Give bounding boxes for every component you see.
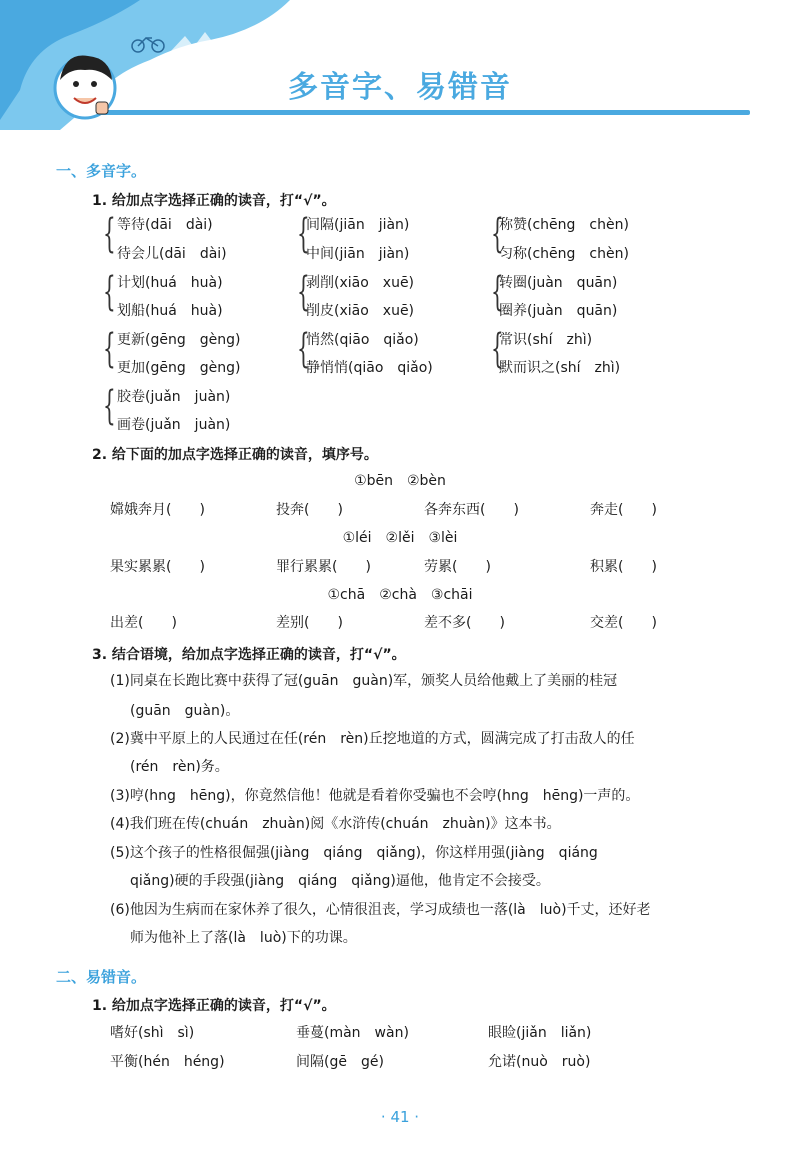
sentence-line: (4)我们班在传(chuán zhuàn)阅《水浒传(chuán zhuàn)》这本书。: [110, 816, 561, 832]
word-item: 剥削(xiāo xuē): [306, 275, 415, 291]
word-item: 圈养(juàn quān): [499, 303, 618, 319]
brace: {: [491, 326, 504, 372]
fill-item: 出差( ): [110, 615, 177, 631]
word-item: 间隔(gē gé): [296, 1054, 384, 1070]
section-heading-error-prone: 二、易错音。: [56, 968, 147, 986]
word-item: 嗜好(shì sì): [110, 1025, 195, 1041]
sentence-line: (6)他因为生病而在家休养了很久，心情很沮丧，学习成绩也一落(là luò)千丈，还好老: [110, 902, 651, 918]
sentence-line: (1)同桌在长跑比赛中获得了冠(guān guàn)军，颁奖人员给他戴上了美丽的桂冠: [110, 673, 618, 689]
fill-item: 罪行累累( ): [276, 559, 371, 575]
word-item: 常识(shí zhì): [499, 332, 593, 348]
sentence-line: (guān guàn)。: [130, 703, 240, 719]
word-item: 默而识之(shí zhì): [499, 360, 621, 376]
section2-question-1-prompt: 1. 给加点字选择正确的读音，打“√”。: [92, 998, 336, 1014]
fill-item: 投奔( ): [276, 502, 343, 518]
sentence-line: (3)哼(hng hēng)，你竟然信他！他就是看着你受骗也不会哼(hng hēng)一声的。: [110, 788, 640, 804]
word-item: 称赞(chēng chèn): [499, 217, 629, 233]
page-number: · 41 ·: [380, 1108, 420, 1126]
fill-item: 果实累累( ): [110, 559, 205, 575]
word-item: 眼睑(jiǎn liǎn): [488, 1025, 592, 1041]
question-3-prompt: 3. 结合语境，给加点字选择正确的读音，打“√”。: [92, 647, 406, 663]
word-item: 允诺(nuò ruò): [488, 1054, 591, 1070]
word-item: 画卷(juǎn juàn): [117, 417, 231, 433]
sentence-line: (2)冀中平原上的人民通过在任(rén rèn)丘挖地道的方式，圆满完成了打击敌人的任: [110, 731, 635, 747]
fill-item: 各奔东西( ): [424, 502, 519, 518]
brace: {: [491, 269, 504, 315]
word-item: 等待(dāi dài): [117, 217, 213, 233]
page-title: 多音字、易错音: [288, 70, 512, 105]
word-item: 垂蔓(màn wàn): [296, 1025, 409, 1041]
boy-avatar-icon: [55, 56, 115, 119]
fill-item: 积累( ): [590, 559, 657, 575]
fill-item: 嫦娥奔月( ): [110, 502, 205, 518]
word-item: 转圈(juàn quān): [499, 275, 618, 291]
word-item: 胶卷(juǎn juàn): [117, 389, 231, 405]
word-item: 削皮(xiāo xuē): [306, 303, 415, 319]
word-item: 划船(huá huà): [117, 303, 223, 319]
sentence-line: 师为他补上了落(là luò)下的功课。: [130, 930, 357, 946]
question-1-prompt: 1. 给加点字选择正确的读音，打“√”。: [92, 193, 336, 209]
word-item: 中间(jiān jiàn): [306, 246, 410, 262]
brace: {: [491, 211, 504, 257]
word-item: 计划(huá huà): [117, 275, 223, 291]
fill-item: 劳累( ): [424, 559, 491, 575]
word-item: 悄然(qiāo qiǎo): [306, 332, 419, 348]
word-item: 匀称(chēng chèn): [499, 246, 629, 262]
sentence-line: (5)这个孩子的性格很倔强(jiàng qiáng qiǎng)，你这样用强(jiàng qiáng: [110, 845, 598, 861]
brace: {: [297, 269, 310, 315]
fill-item: 交差( ): [590, 615, 657, 631]
fill-item: 奔走( ): [590, 502, 657, 518]
question-2-prompt: 2. 给下面的加点字选择正确的读音，填序号。: [92, 447, 378, 463]
word-item: 更加(gēng gèng): [117, 360, 241, 376]
brace: {: [103, 269, 116, 315]
fill-item: 差别( ): [276, 615, 343, 631]
brace: {: [297, 211, 310, 257]
word-item: 平衡(hén héng): [110, 1054, 225, 1070]
pinyin-options: ①chā ②chà ③chāi: [327, 587, 473, 603]
brace: {: [103, 326, 116, 372]
brace: {: [297, 326, 310, 372]
brace: {: [103, 383, 116, 429]
word-item: 静悄悄(qiāo qiǎo): [306, 360, 433, 376]
sentence-line: (rén rèn)务。: [130, 759, 229, 775]
fill-item: 差不多( ): [424, 615, 505, 631]
sentence-line: qiǎng)硬的手段强(jiàng qiáng qiǎng)逼他，他肯定不会接受。: [130, 873, 550, 889]
word-item: 更新(gēng gèng): [117, 332, 241, 348]
word-item: 间隔(jiān jiàn): [306, 217, 410, 233]
pinyin-options: ①léi ②lěi ③lèi: [342, 530, 458, 546]
brace: {: [103, 211, 116, 257]
word-item: 待会儿(dāi dài): [117, 246, 227, 262]
pinyin-options: ①bēn ②bèn: [354, 473, 446, 489]
section-heading-polyphonic: 一、多音字。: [56, 162, 147, 180]
